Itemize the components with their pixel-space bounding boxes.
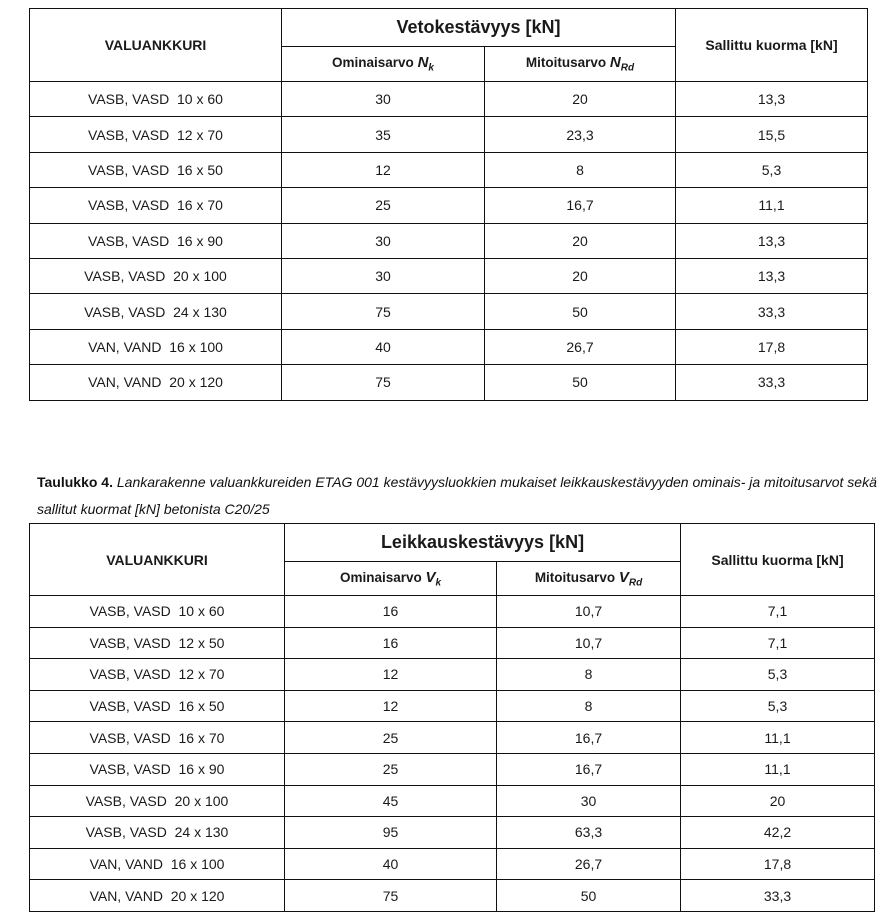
anchor-column-header: VALUANKKURI — [30, 9, 282, 82]
allowed-load-cell: 33,3 — [676, 294, 868, 329]
table-row — [30, 753, 875, 785]
shear-resistance-table — [29, 523, 875, 912]
design-value-cell: 63,3 — [497, 817, 681, 849]
allowed-load-cell: 11,1 — [681, 722, 875, 754]
characteristic-value-cell: 75 — [282, 294, 485, 329]
allowed-load-cell: 5,3 — [676, 152, 868, 187]
characteristic-value-cell: 16 — [285, 627, 497, 659]
characteristic-value-cell: 25 — [285, 753, 497, 785]
design-value-cell: 50 — [485, 294, 676, 329]
design-value-cell: 8 — [485, 152, 676, 187]
design-value-cell: 10,7 — [497, 596, 681, 628]
characteristic-value-cell: 12 — [285, 659, 497, 691]
anchor-type-cell: VASB, VASD 10 x 60 — [30, 82, 282, 117]
characteristic-value-cell: 30 — [282, 223, 485, 258]
characteristic-value-cell: 30 — [282, 258, 485, 293]
table-row — [30, 722, 875, 754]
design-value-header: Mitoitusarvo $V_{Rd}$ — [497, 562, 681, 596]
characteristic-value-header: Ominaisarvo $V_k$ — [285, 562, 497, 596]
characteristic-value-cell: 45 — [285, 785, 497, 817]
design-value-cell: 16,7 — [497, 753, 681, 785]
table-row — [30, 223, 868, 258]
table-row — [30, 627, 875, 659]
anchor-type-cell: VAN, VAND 16 x 100 — [30, 848, 285, 880]
table-row — [30, 659, 875, 691]
design-value-cell: 20 — [485, 223, 676, 258]
anchor-type-cell: VASB, VASD 16 x 70 — [30, 722, 285, 754]
design-value-header: Mitoitusarvo $N_{Rd}$ — [485, 47, 676, 82]
table-row — [30, 880, 875, 912]
anchor-type-cell: VAN, VAND 20 x 120 — [30, 365, 282, 400]
characteristic-value-cell: 25 — [285, 722, 497, 754]
characteristic-value-cell: 16 — [285, 596, 497, 628]
table-row — [30, 365, 868, 400]
design-value-cell: 16,7 — [497, 722, 681, 754]
characteristic-value-cell: 30 — [282, 82, 485, 117]
allowed-load-cell: 11,1 — [676, 188, 868, 223]
group-header: Leikkauskestävyys [kN] — [285, 524, 681, 562]
table-row — [30, 82, 868, 117]
allowed-load-cell: 17,8 — [676, 329, 868, 364]
table-row — [30, 596, 875, 628]
allowed-load-cell: 13,3 — [676, 223, 868, 258]
characteristic-value-cell: 35 — [282, 117, 485, 152]
allowed-load-cell: 7,1 — [681, 596, 875, 628]
characteristic-value-cell: 25 — [282, 188, 485, 223]
anchor-type-cell: VAN, VAND 16 x 100 — [30, 329, 282, 364]
allowed-load-cell: 5,3 — [681, 690, 875, 722]
allowed-load-header: Sallittu kuorma [kN] — [676, 9, 868, 82]
table-row — [30, 848, 875, 880]
anchor-type-cell: VASB, VASD 16 x 70 — [30, 188, 282, 223]
design-value-cell: 30 — [497, 785, 681, 817]
design-value-cell: 20 — [485, 82, 676, 117]
characteristic-value-header: Ominaisarvo $N_k$ — [282, 47, 485, 82]
table-row — [30, 294, 868, 329]
table-row — [30, 188, 868, 223]
characteristic-value-cell: 12 — [282, 152, 485, 187]
allowed-load-cell: 33,3 — [681, 880, 875, 912]
allowed-load-cell: 17,8 — [681, 848, 875, 880]
design-value-cell: 10,7 — [497, 627, 681, 659]
allowed-load-cell: 33,3 — [676, 365, 868, 400]
table-row — [30, 817, 875, 849]
design-value-cell: 50 — [497, 880, 681, 912]
design-value-cell: 26,7 — [485, 329, 676, 364]
anchor-type-cell: VASB, VASD 16 x 90 — [30, 753, 285, 785]
characteristic-value-cell: 75 — [282, 365, 485, 400]
allowed-load-cell: 5,3 — [681, 659, 875, 691]
table-row — [30, 152, 868, 187]
allowed-load-cell: 20 — [681, 785, 875, 817]
allowed-load-cell: 11,1 — [681, 753, 875, 785]
allowed-load-cell: 13,3 — [676, 258, 868, 293]
design-value-cell: 26,7 — [497, 848, 681, 880]
anchor-type-cell: VAN, VAND 20 x 120 — [30, 880, 285, 912]
design-value-cell: 8 — [497, 690, 681, 722]
anchor-type-cell: VASB, VASD 24 x 130 — [30, 817, 285, 849]
anchor-column-header: VALUANKKURI — [30, 524, 285, 596]
anchor-type-cell: VASB, VASD 16 x 50 — [30, 152, 282, 187]
characteristic-value-cell: 12 — [285, 690, 497, 722]
design-value-cell: 23,3 — [485, 117, 676, 152]
design-value-cell: 20 — [485, 258, 676, 293]
anchor-type-cell: VASB, VASD 20 x 100 — [30, 785, 285, 817]
table-row — [30, 785, 875, 817]
allowed-load-cell: 7,1 — [681, 627, 875, 659]
anchor-type-cell: VASB, VASD 10 x 60 — [30, 596, 285, 628]
design-value-cell: 50 — [485, 365, 676, 400]
anchor-type-cell: VASB, VASD 20 x 100 — [30, 258, 282, 293]
table-caption: Taulukko 4. Lankarakenne valuankkureiden ETAG 001 kestävyysluokkien mukaiset leikkauskestävyyden ominais- ja mitoitusarvot sekä sallitut kuormat [kN] betonista C20/25 — [37, 474, 877, 517]
table-row — [30, 690, 875, 722]
characteristic-value-cell: 40 — [282, 329, 485, 364]
design-value-cell: 16,7 — [485, 188, 676, 223]
tension-resistance-table — [29, 8, 868, 401]
anchor-type-cell: VASB, VASD 24 x 130 — [30, 294, 282, 329]
design-value-cell: 8 — [497, 659, 681, 691]
anchor-type-cell: VASB, VASD 12 x 50 — [30, 627, 285, 659]
anchor-type-cell: VASB, VASD 16 x 50 — [30, 690, 285, 722]
allowed-load-cell: 42,2 — [681, 817, 875, 849]
table-row — [30, 258, 868, 293]
allowed-load-cell: 13,3 — [676, 82, 868, 117]
characteristic-value-cell: 40 — [285, 848, 497, 880]
anchor-type-cell: VASB, VASD 12 x 70 — [30, 659, 285, 691]
group-header: Vetokestävyys [kN] — [282, 9, 676, 47]
anchor-type-cell: VASB, VASD 12 x 70 — [30, 117, 282, 152]
anchor-type-cell: VASB, VASD 16 x 90 — [30, 223, 282, 258]
allowed-load-header: Sallittu kuorma [kN] — [681, 524, 875, 596]
characteristic-value-cell: 75 — [285, 880, 497, 912]
table-row — [30, 329, 868, 364]
table-row — [30, 117, 868, 152]
characteristic-value-cell: 95 — [285, 817, 497, 849]
allowed-load-cell: 15,5 — [676, 117, 868, 152]
